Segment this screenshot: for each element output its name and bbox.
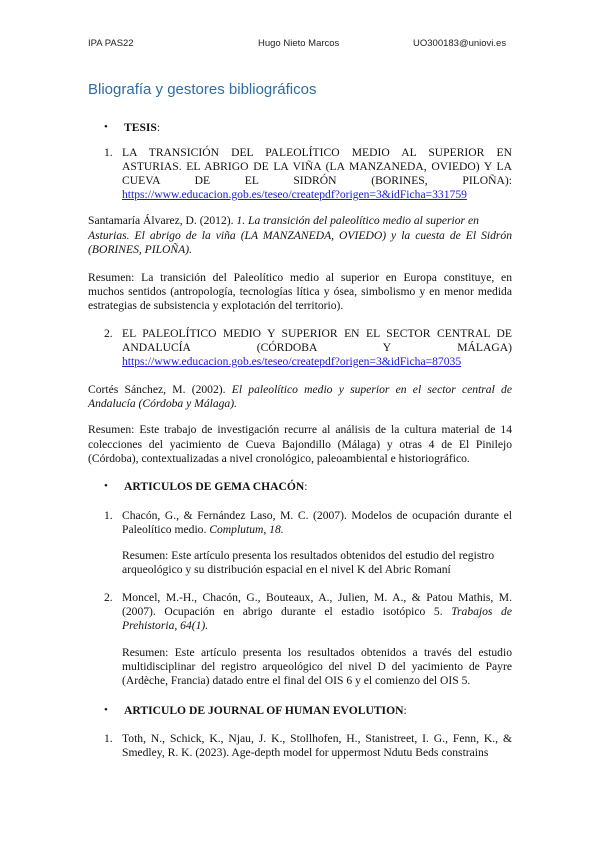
summary-line: multidisciplinar del registro arqueológico del nivel D del yacimiento de Payre — [122, 660, 512, 673]
summary-line: Resumen: Este artículo presenta los resultados obtenidos a través del estudio — [122, 646, 512, 659]
reference-line: Prehistoria, 64(1). — [122, 619, 209, 632]
summary-line: estrategias de subsistencia y explotación del territorio). — [88, 299, 344, 312]
thesis-link[interactable]: https://www.educacion.gob.es/teseo/createpdf?origen=3&idFicha=331759 — [122, 188, 467, 201]
citation: Santamaría Álvarez, D. (2012). 1. La transición del paleolítico medio al superior en — [88, 214, 479, 227]
bullet-icon: • — [104, 704, 108, 716]
citation: Cortés Sánchez, M. (2002). El paleolítico medio y superior en el sector central de — [88, 383, 512, 396]
reference-line: (2007). Ocupación en abrigo durante el estadio isotópico 5. Trabajos de — [122, 605, 512, 618]
summary-line: muchos sentidos (antropología, tecnologías lítica y ósea, simbolismo y en menor medida — [88, 285, 512, 298]
list-number: 1. — [104, 732, 113, 745]
citation-line: (BORINES, PILOÑA). — [88, 243, 193, 256]
header-left: IPA PAS22 — [88, 38, 134, 49]
summary-line: (Ardèche, Francia) datado entre el final del OIS 6 y el comienzo del OIS 5. — [122, 674, 471, 687]
list-number: 1. — [104, 146, 113, 159]
reference-line: Chacón, G., & Fernández Laso, M. C. (2007). Modelos de ocupación durante el — [122, 509, 512, 522]
section-heading-journal: ARTICULO DE JOURNAL OF HUMAN EVOLUTION: — [124, 704, 407, 717]
page-title: Bliografía y gestores bibliográficos — [88, 81, 317, 98]
summary-line: Resumen: Este artículo presenta los resultados obtenidos del estudio del registro — [122, 549, 495, 562]
list-number: 2. — [104, 327, 113, 340]
reference-line: Toth, N., Schick, K., Njau, J. K., Stollhofen, H., Stanistreet, I. G., Fenn, K., & — [122, 732, 512, 745]
reference-line: Moncel, M.-H., Chacón, G., Bouteaux, A., Julien, M. A., & Patou Mathis, M. — [122, 591, 512, 604]
thesis-title-line: LA TRANSICIÓN DEL PALEOLÍTICO MEDIO AL SUPERIOR EN — [122, 146, 512, 159]
summary-line: arqueológico y su distribución espacial en el nivel K del Abric Romaní — [122, 563, 451, 576]
thesis-title-line: ASTURIAS. EL ABRIGO DE LA VIÑA (LA MANZANEDA, OVIEDO) Y LA — [122, 160, 512, 173]
citation-line: Andalucía (Córdoba y Málaga). — [88, 397, 237, 410]
bullet-icon: • — [104, 121, 108, 133]
section-heading-tesis: TESIS: — [124, 121, 161, 134]
citation-line: Asturias. El abrigo de la viña (LA MANZANEDA, OVIEDO) y la cuesta de El Sidrón — [88, 229, 512, 242]
thesis-link[interactable]: https://www.educacion.gob.es/teseo/createpdf?origen=3&idFicha=87035 — [122, 355, 462, 368]
list-number: 2. — [104, 591, 113, 604]
summary-line: (Córdoba), contextualizadas a nivel cronológico, paleoambiental e historiográfico. — [88, 452, 470, 465]
summary-line: Resumen: La transición del Paleolítico medio al superior en Europa constituye, en — [88, 271, 512, 284]
header-email: UO300183@uniovi.es — [413, 38, 507, 49]
summary-line: Resumen: Este trabajo de investigación recurre al análisis de la cultura material de 14 — [88, 423, 512, 436]
thesis-title-line: ANDALUCÍA (CÓRDOBA Y MÁLAGA) — [122, 341, 512, 354]
summary-line: colecciones del yacimiento de Cueva Bajondillo (Málaga) y otras 4 de El Pinilejo — [88, 438, 512, 451]
reference-line: Paleolítico medio. Complutum, 18. — [122, 523, 284, 536]
thesis-title-line: EL PALEOLÍTICO MEDIO Y SUPERIOR EN EL SECTOR CENTRAL DE — [122, 327, 512, 340]
section-heading-gema: ARTICULOS DE GEMA CHACÓN: — [124, 480, 308, 493]
thesis-title-line: CUEVA DE EL SIDRÓN (BORINES, PILOÑA): — [122, 174, 512, 187]
reference-line: Smedley, R. K. (2023). Age-depth model for uppermost Ndutu Beds constrains — [122, 746, 489, 759]
header-author: Hugo Nieto Marcos — [258, 38, 340, 49]
list-number: 1. — [104, 509, 113, 522]
bullet-icon: • — [104, 480, 108, 492]
